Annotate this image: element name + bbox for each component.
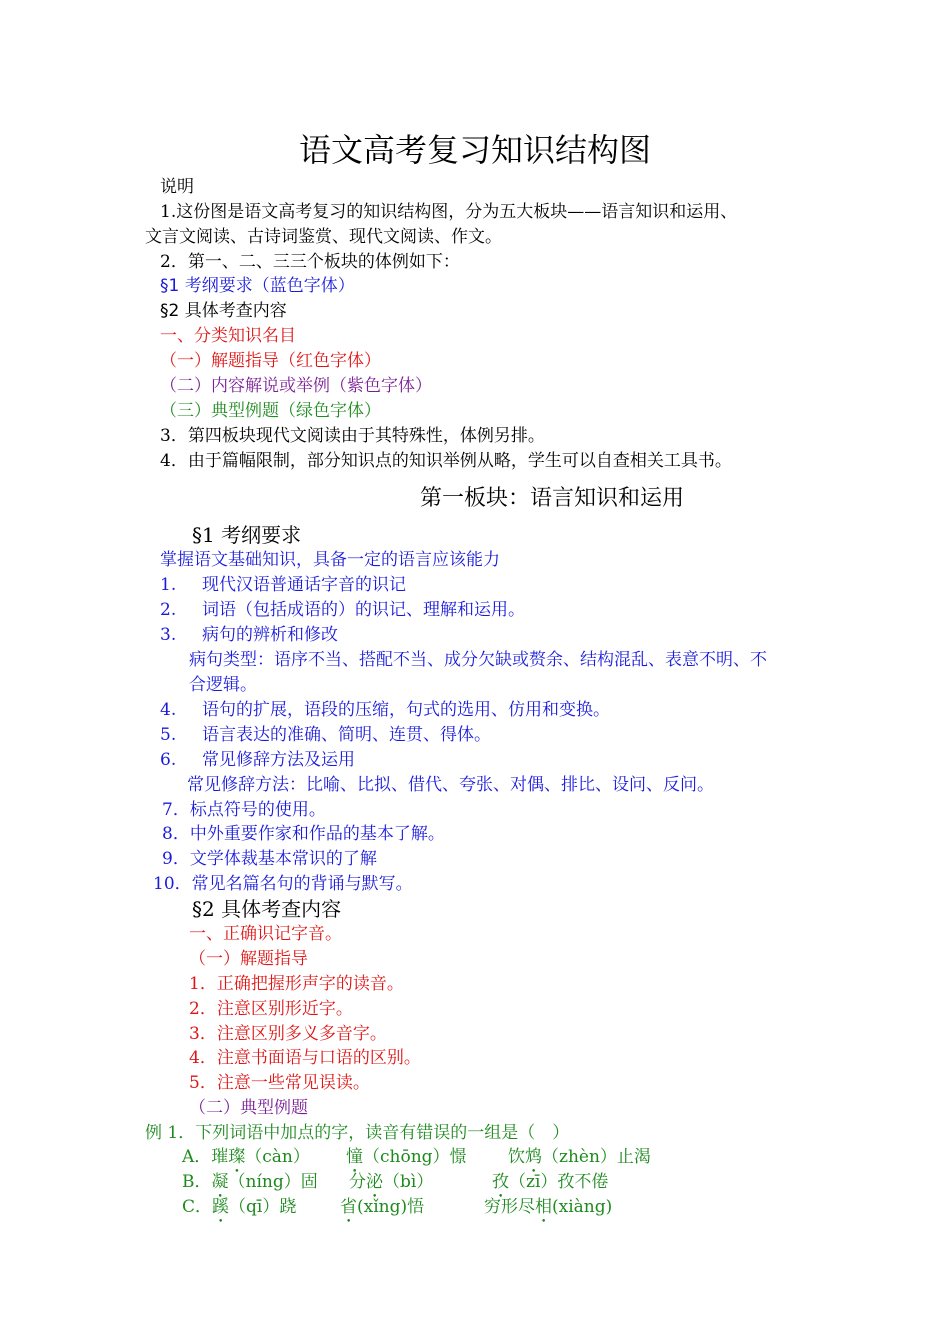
guide-item: 1．正确把握形声字的读音。 <box>189 974 404 994</box>
option-b-dotted-char-2: 泌 <box>366 1172 383 1192</box>
requirement-item: 5. 语言表达的准确、简明、连贯、得体。 <box>160 725 491 745</box>
intro-paragraph-1-line-2: 文言文阅读、古诗词鉴赏、现代文阅读、作文。 <box>145 227 502 247</box>
option-c-word-3-rest: (xiàng) <box>552 1197 613 1217</box>
requirement-item: 8．中外重要作家和作品的基本了解。 <box>162 824 445 844</box>
rhetoric-methods-note: 常见修辞方法：比喻、比拟、借代、夸张、对偶、排比、设问、反问。 <box>187 775 714 795</box>
option-c <box>182 1196 296 1227</box>
part-1-title: 一、正确识记字音。 <box>189 924 342 944</box>
legend-purple: （二）内容解说或举例（紫色字体） <box>160 376 432 396</box>
guide-title: （一）解题指导 <box>189 949 308 969</box>
option-a-word-1-prefix: 璀 <box>211 1147 229 1167</box>
option-b-word-2-prefix: 分 <box>349 1172 366 1192</box>
option-a-word-3-prefix: 饮 <box>508 1147 525 1167</box>
option-c-label: C． <box>182 1197 213 1217</box>
intro-paragraph-1-line-1: 1.这份图是语文高考复习的知识结构图，分为五大板块——语言知识和运用、 <box>160 202 738 222</box>
option-a-label: A． <box>182 1147 212 1167</box>
document-title: 语文高考复习知识结构图 <box>298 131 651 169</box>
option-a-word-3-rest: （zhèn）止渴 <box>542 1147 651 1167</box>
guide-item: 5．注意一些常见误读。 <box>189 1073 370 1093</box>
option-c-word-2-rest: (xǐng)悟 <box>357 1197 425 1217</box>
guide-item: 3．注意区别多义多音字。 <box>189 1024 387 1044</box>
sentence-error-types-line-2: 合逻辑。 <box>189 675 257 695</box>
guide-item: 2．注意区别形近字。 <box>189 999 353 1019</box>
option-b-dotted-char-3: 孜 <box>492 1172 509 1192</box>
requirement-item: 3. 病句的辨析和修改 <box>160 625 338 645</box>
legend-red-category: 一、分类知识名目 <box>160 326 296 346</box>
requirement-item: 7．标点符号的使用。 <box>162 800 326 820</box>
requirement-item: 6. 常见修辞方法及运用 <box>160 750 355 770</box>
legend-green: （三）典型例题（绿色字体） <box>160 401 381 421</box>
example-section-title: （二）典型例题 <box>189 1098 308 1118</box>
intro-paragraph-3: 3．第四板块现代文阅读由于其特殊性，体例另排。 <box>160 426 545 446</box>
requirement-item: 2. 词语（包括成语的）的识记、理解和运用。 <box>160 600 525 620</box>
option-a-word-1-rest: （càn） <box>245 1147 310 1167</box>
requirements-intro: 掌握语文基础知识，具备一定的语言应该能力 <box>160 550 500 570</box>
option-c-dotted-char-3: 相 <box>535 1197 552 1217</box>
option-b-word-3-rest: （zī）孜不倦 <box>509 1172 609 1192</box>
option-a-dotted-char-3: 鸩 <box>525 1147 542 1167</box>
intro-paragraph-4: 4．由于篇幅限制，部分知识点的知识举例从略，学生可以自查相关工具书。 <box>160 451 732 471</box>
content-heading: §2 具体考查内容 <box>192 897 342 921</box>
option-c-word-3-prefix: 穷形尽 <box>484 1197 535 1217</box>
option-b-word-2-rest: （bì） <box>383 1172 434 1192</box>
option-b-label: B． <box>182 1172 212 1192</box>
sentence-error-types-line-1: 病句类型：语序不当、搭配不当、成分欠缺或赘余、结构混乱、表意不明、不 <box>189 650 767 670</box>
requirement-item: 4. 语句的扩展，语段的压缩，句式的选用、仿用和变换。 <box>160 700 610 720</box>
legend-red-guide: （一）解题指导（红色字体） <box>160 351 381 371</box>
option-b-word-1-rest: （níng）固 <box>228 1172 318 1192</box>
option-a-dotted-char-2: 憧 <box>346 1147 363 1167</box>
legend-blue: §1 考纲要求（蓝色字体） <box>160 276 355 296</box>
requirement-item: 1. 现代汉语普通话字音的识记 <box>160 575 406 595</box>
option-c-word-3 <box>484 1196 612 1227</box>
option-c-dotted-char-2: 省 <box>340 1197 357 1217</box>
option-b-dotted-char-1: 凝 <box>211 1172 229 1192</box>
section-1-title: 第一板块：语言知识和运用 <box>419 486 684 511</box>
option-a-dotted-char-1: 璨 <box>228 1147 246 1167</box>
intro-paragraph-2: 2．第一、二、三三个板块的体例如下： <box>160 252 460 272</box>
example-1-question: 例 1．下列词语中加点的字，读音有错误的一组是（ ） <box>145 1123 570 1143</box>
option-c-word-2 <box>340 1196 424 1227</box>
intro-heading: 说明 <box>160 177 194 197</box>
requirements-heading: §1 考纲要求 <box>192 523 302 547</box>
option-c-dotted-char-1: 蹊 <box>212 1197 230 1217</box>
guide-item: 4．注意书面语与口语的区别。 <box>189 1048 421 1068</box>
legend-black: §2 具体考查内容 <box>160 301 287 321</box>
requirement-item: 10．常见名篇名句的背诵与默写。 <box>153 874 413 894</box>
requirement-item: 9．文学体裁基本常识的了解 <box>162 849 377 869</box>
option-c-word-1-rest: （qī）跷 <box>229 1197 297 1217</box>
option-a-word-2-rest: （chōng）憬 <box>363 1147 467 1167</box>
